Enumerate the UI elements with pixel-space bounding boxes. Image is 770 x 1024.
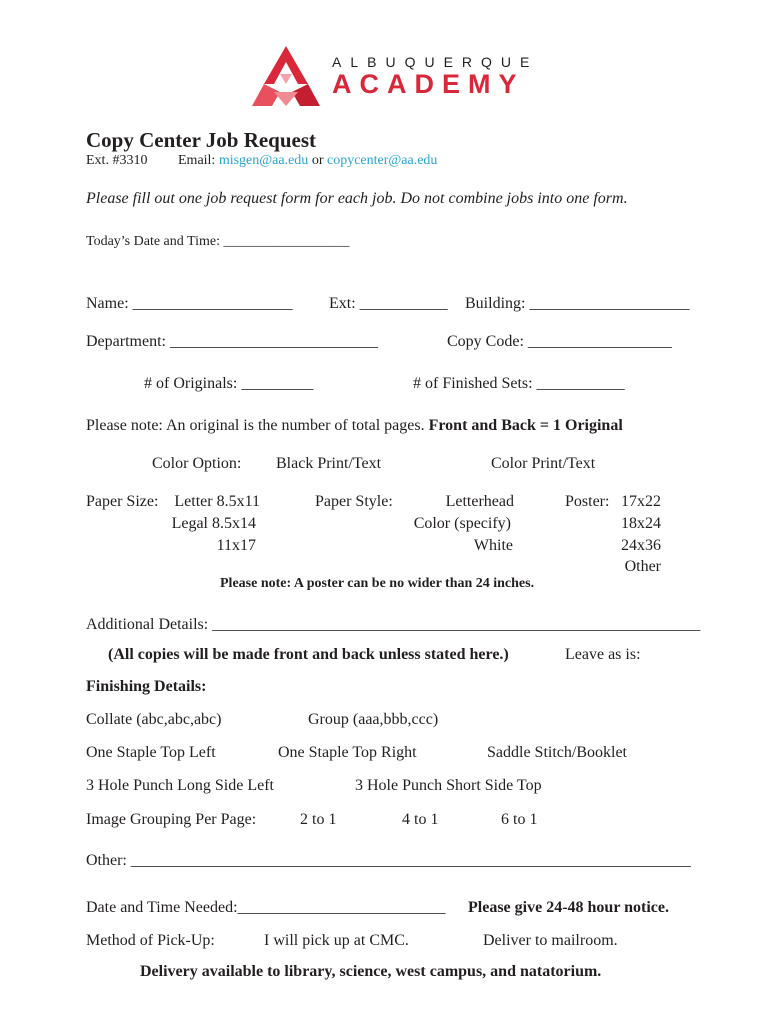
front-back-note: (All copies will be made front and back unless stated here.) bbox=[108, 646, 509, 663]
finished-sets-field[interactable]: # of Finished Sets: ___________ bbox=[413, 375, 625, 392]
email-link-misgen[interactable]: misgen@aa.edu bbox=[218, 153, 309, 168]
option-style-letterhead[interactable]: Letterhead bbox=[445, 493, 514, 510]
email-line bbox=[178, 153, 437, 169]
option-punch-short-side[interactable]: 3 Hole Punch Short Side Top bbox=[355, 777, 542, 794]
today-date-field[interactable]: Today’s Date and Time: __________________ bbox=[86, 234, 350, 249]
option-collate[interactable]: Collate (abc,abc,abc) bbox=[86, 711, 222, 728]
paper-size-label: Paper Size: bbox=[86, 493, 159, 510]
option-deliver-mailroom[interactable]: Deliver to mailroom. bbox=[483, 932, 618, 949]
option-grouping-4to1[interactable]: 4 to 1 bbox=[402, 811, 439, 828]
option-color-print[interactable]: Color Print/Text bbox=[491, 455, 596, 472]
email-or: or bbox=[311, 153, 324, 168]
option-self-pickup[interactable]: I will pick up at CMC. bbox=[264, 932, 409, 949]
originals-field[interactable]: # of Originals: _________ bbox=[144, 375, 314, 392]
academy-logo bbox=[250, 44, 539, 108]
notice-text: Please give 24-48 hour notice. bbox=[468, 899, 670, 916]
ext-field[interactable]: Ext: ___________ bbox=[329, 295, 448, 312]
option-style-white[interactable]: White bbox=[473, 537, 513, 554]
option-saddle-stitch[interactable]: Saddle Stitch/Booklet bbox=[487, 744, 627, 761]
option-poster-18x24[interactable]: 18x24 bbox=[621, 515, 661, 532]
finishing-details-label: Finishing Details: bbox=[86, 678, 207, 695]
option-staple-top-right[interactable]: One Staple Top Right bbox=[278, 744, 417, 761]
pickup-method-label: Method of Pick-Up: bbox=[86, 932, 215, 949]
form-title: Copy Center Job Request bbox=[86, 128, 317, 152]
original-note-bold: Front and Back = 1 Original bbox=[428, 417, 623, 434]
option-grouping-6to1[interactable]: 6 to 1 bbox=[501, 811, 538, 828]
option-black-print[interactable]: Black Print/Text bbox=[276, 455, 382, 472]
email-link-copycenter[interactable]: copycenter@aa.edu bbox=[326, 153, 438, 168]
color-option-label: Color Option: bbox=[152, 455, 242, 472]
building-field[interactable]: Building: ____________________ bbox=[465, 295, 690, 312]
option-size-11x17[interactable]: 11x17 bbox=[216, 537, 256, 554]
logo-text-top: ALBUQUERQUE bbox=[332, 54, 539, 70]
other-field[interactable]: Other: ______________________________________________________________________ bbox=[86, 852, 691, 869]
department-field[interactable]: Department: __________________________ bbox=[86, 333, 378, 350]
option-poster-17x22[interactable]: 17x22 bbox=[621, 493, 661, 510]
option-grouping-2to1[interactable]: 2 to 1 bbox=[300, 811, 337, 828]
paper-style-label: Paper Style: bbox=[315, 493, 393, 510]
option-staple-top-left[interactable]: One Staple Top Left bbox=[86, 744, 216, 761]
option-punch-long-side[interactable]: 3 Hole Punch Long Side Left bbox=[86, 777, 274, 794]
delivery-note: Delivery available to library, science, west campus, and natatorium. bbox=[140, 963, 602, 980]
logo-mark-icon bbox=[250, 44, 322, 108]
original-note bbox=[86, 417, 623, 435]
copy-code-field[interactable]: Copy Code: __________________ bbox=[447, 333, 672, 350]
option-size-letter[interactable]: Letter 8.5x11 bbox=[174, 493, 260, 510]
logo-text-bottom: ACADEMY bbox=[332, 69, 525, 99]
date-time-needed-field[interactable]: Date and Time Needed:__________________________ bbox=[86, 899, 446, 916]
option-size-legal[interactable]: Legal 8.5x14 bbox=[171, 515, 256, 532]
poster-note: Please note: A poster can be no wider than 24 inches. bbox=[220, 576, 535, 591]
name-field[interactable]: Name: ____________________ bbox=[86, 295, 293, 312]
option-group[interactable]: Group (aaa,bbb,ccc) bbox=[308, 711, 439, 728]
option-poster-other[interactable]: Other bbox=[624, 558, 661, 575]
option-style-color[interactable]: Color (specify) bbox=[413, 515, 511, 532]
instruction-text: Please fill out one job request form for each job. Do not combine jobs into one form. bbox=[86, 190, 628, 207]
poster-label: Poster: bbox=[565, 493, 610, 510]
option-leave-as-is[interactable]: Leave as is: bbox=[565, 646, 641, 663]
original-note-text: Please note: An original is the number of total pages. bbox=[86, 417, 425, 434]
image-grouping-label: Image Grouping Per Page: bbox=[86, 811, 257, 828]
option-poster-24x36[interactable]: 24x36 bbox=[621, 537, 661, 554]
extension-number: Ext. #3310 bbox=[86, 153, 148, 168]
additional-details-field[interactable]: Additional Details: _____________________________________________________________ bbox=[86, 616, 701, 633]
email-label: Email: bbox=[178, 153, 216, 168]
